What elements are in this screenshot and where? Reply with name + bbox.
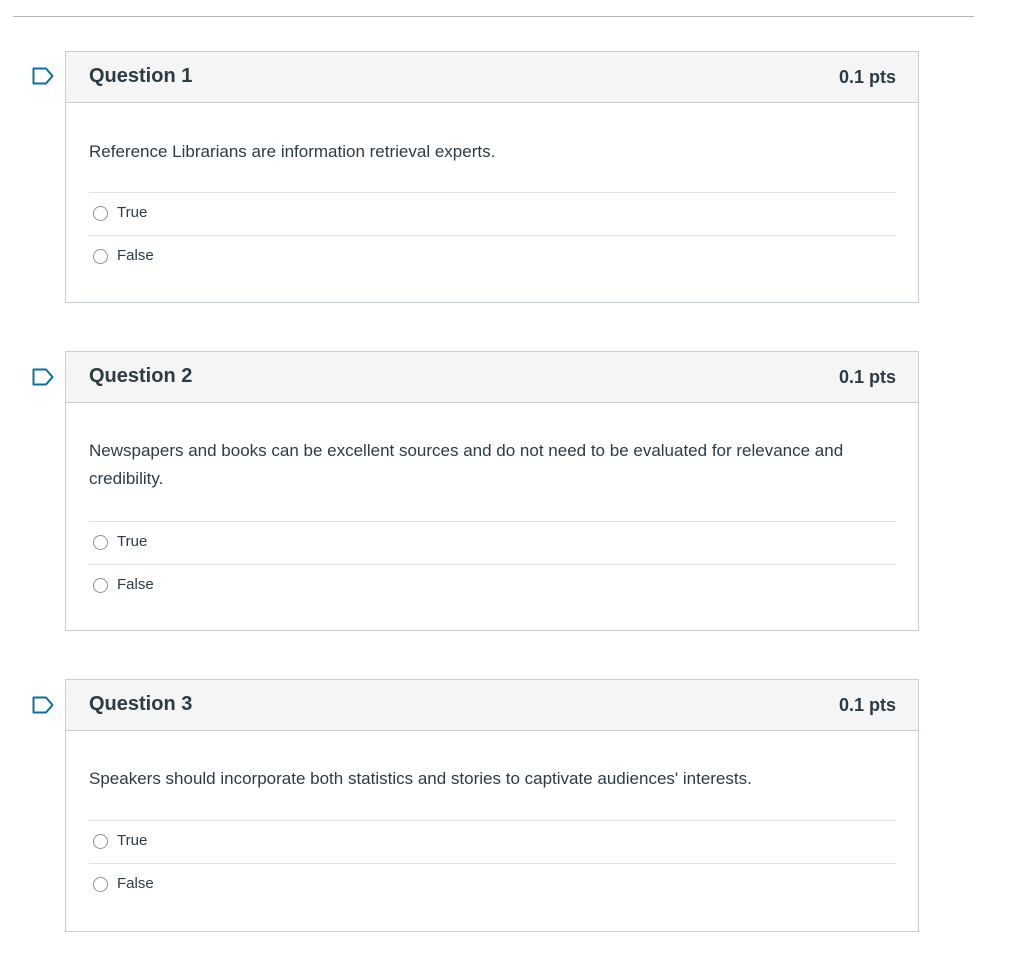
answer-list [89, 521, 896, 608]
question-header [66, 352, 918, 403]
question-body [66, 103, 918, 279]
question-card-2 [65, 351, 919, 631]
answer-label[interactable]: False [117, 875, 154, 892]
answer-option-true[interactable] [89, 193, 896, 236]
question-card-3 [65, 679, 919, 932]
question-text: Speakers should incorporate both statistics and stories to captivate audiences' interests. [89, 769, 752, 788]
question-points: 0.1 pts [838, 367, 896, 387]
answer-list [89, 820, 896, 907]
question-points: 0.1 pts [838, 67, 896, 87]
answer-option-false[interactable] [89, 565, 896, 608]
answer-option-true[interactable] [89, 522, 896, 565]
flag-question-icon[interactable] [32, 67, 54, 85]
question-text: Reference Librarians are information retrieval experts. [89, 142, 496, 161]
question-header [66, 680, 918, 731]
question-title: Question 2 [89, 365, 193, 387]
answer-option-false[interactable] [89, 236, 896, 279]
question-text: Newspapers and books can be excellent sources and do not need to be evaluated for relevance and credibility. [89, 441, 844, 488]
answer-label[interactable]: True [117, 533, 148, 550]
question-body [66, 403, 918, 608]
answer-label[interactable]: False [117, 247, 154, 264]
flag-question-icon[interactable] [32, 696, 54, 714]
question-body [66, 731, 918, 907]
question-title: Question 3 [89, 693, 193, 715]
top-divider [13, 16, 974, 17]
radio-button[interactable] [93, 578, 108, 593]
question-card-1 [65, 51, 919, 303]
question-title: Question 1 [89, 65, 193, 87]
answer-label[interactable]: True [117, 204, 148, 221]
radio-button[interactable] [93, 877, 108, 892]
radio-button[interactable] [93, 834, 108, 849]
flag-question-icon[interactable] [32, 368, 54, 386]
radio-button[interactable] [93, 249, 108, 264]
answer-option-false[interactable] [89, 864, 896, 907]
question-header [66, 52, 918, 103]
answer-list [89, 192, 896, 279]
radio-button[interactable] [93, 206, 108, 221]
question-points: 0.1 pts [838, 695, 896, 715]
answer-label[interactable]: False [117, 576, 154, 593]
answer-label[interactable]: True [117, 832, 148, 849]
radio-button[interactable] [93, 535, 108, 550]
answer-option-true[interactable] [89, 821, 896, 864]
